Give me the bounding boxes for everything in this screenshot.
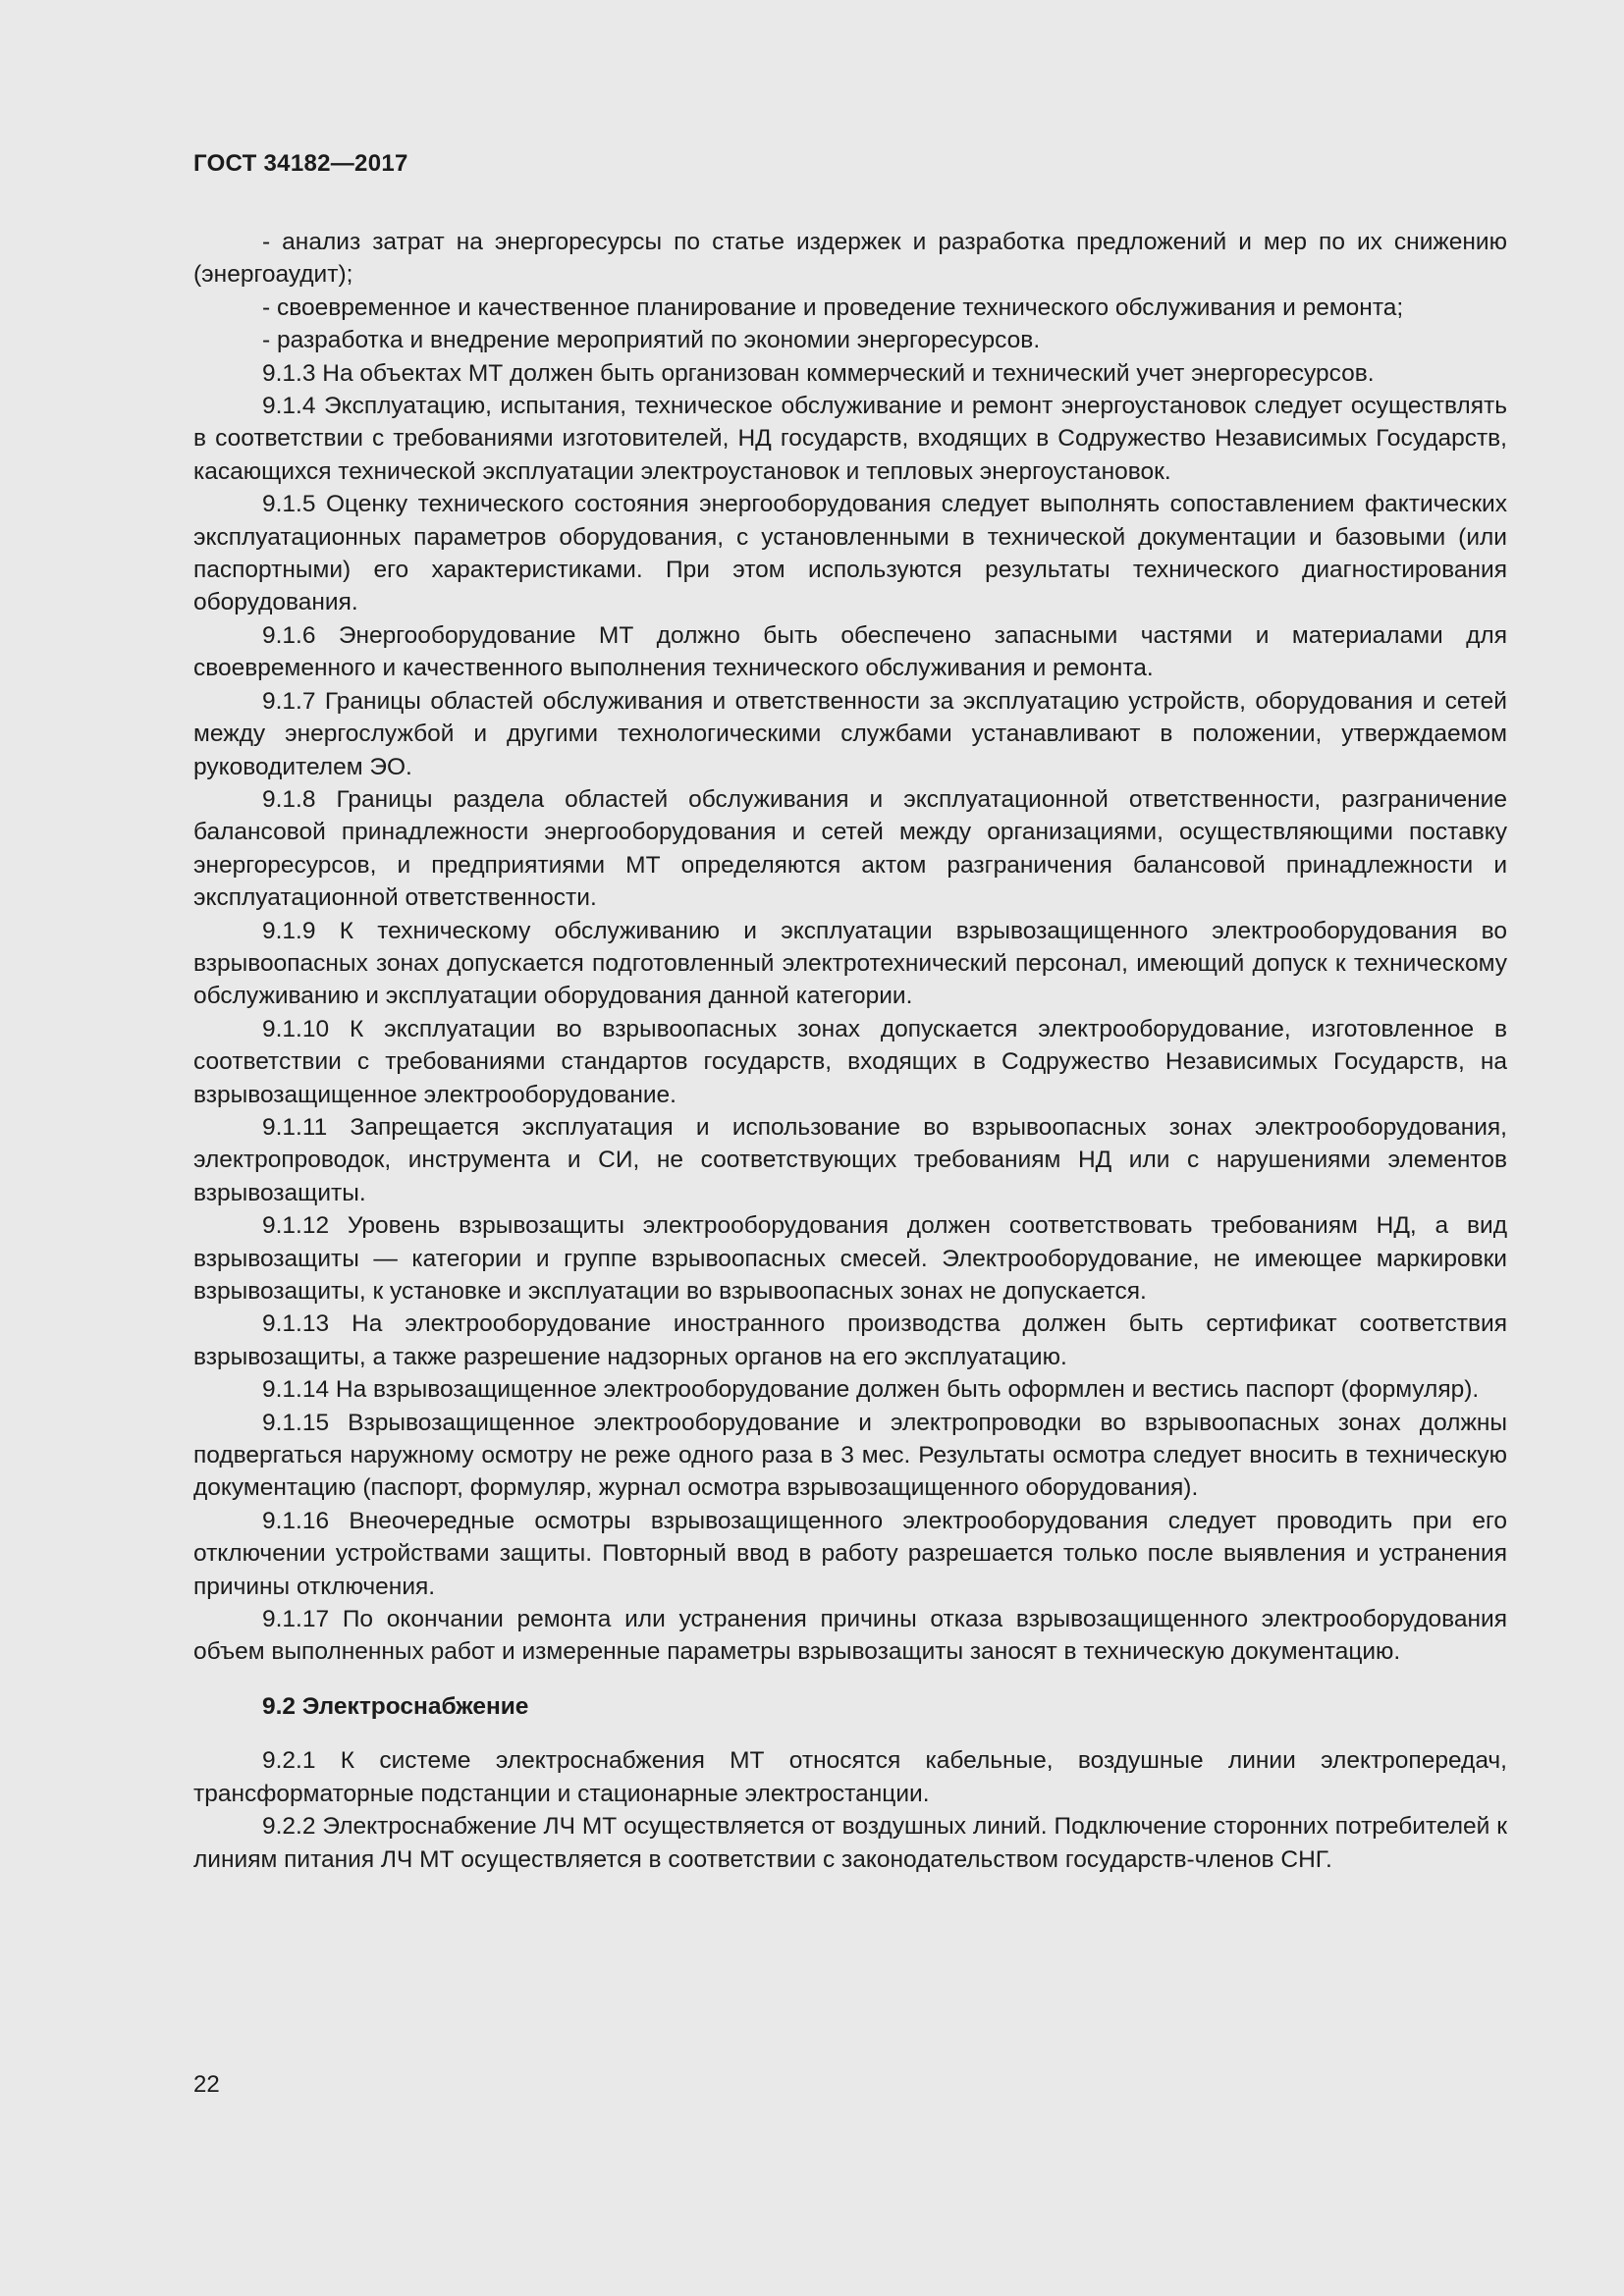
standard-code-header: ГОСТ 34182—2017 (193, 150, 408, 177)
paragraph-9-1-3: 9.1.3 На объектах МТ должен быть организован коммерческий и технический учет энергоресурсов. (262, 359, 1375, 387)
paragraph-9-1-7: 9.1.7 Границы областей обслуживания и ответственности за эксплуатацию устройств, оборудования и сетей между энергослужбой и другими технологическими службами устанавливают в положении, утверждаемом руководителем ЭО. (193, 687, 1507, 780)
paragraph-9-1-12: 9.1.12 Уровень взрывозащиты электрооборудования должен соответствовать требованиям НД, а вид взрывозащиты — категории и группе взрывоопасных смесей. Электрооборудование, не имеющее маркировки взрывозащиты, к установке и эксплуатации во взрывоопасных зонах не допускается. (193, 1212, 1507, 1305)
paragraph-9-1-13: 9.1.13 На электрооборудование иностранного производства должен быть сертификат соответствия взрывозащиты, а также разрешение надзорных органов на его эксплуатацию. (193, 1310, 1507, 1370)
paragraph-9-1-14: 9.1.14 На взрывозащищенное электрооборудование должен быть оформлен и вестись паспорт (формуляр). (262, 1376, 1480, 1404)
page-number: 22 (193, 2071, 220, 2098)
paragraph-9-1-5: 9.1.5 Оценку технического состояния энергооборудования следует выполнять сопоставлением фактических эксплуатационных параметров оборудования, с установленными в технической документации и базовыми (или паспортными) его характеристиками. При этом используются результаты технического диагностирования оборудования. (193, 491, 1507, 616)
paragraph-9-1-8: 9.1.8 Границы раздела областей обслуживания и эксплуатационной ответственности, разграничение балансовой принадлежности энергооборудования и сетей между организациями, осуществляющими поставку энергоресурсов, и предприятиями МТ определяются актом разграничения балансовой принадлежности и эксплуатационной ответственности. (193, 785, 1507, 912)
paragraph-9-1-11: 9.1.11 Запрещается эксплуатация и использование во взрывоопасных зонах электрооборудования, электропроводок, инструмента и СИ, не соответствующих требованиям НД или с нарушениями элементов взрывозащиты. (193, 1113, 1507, 1206)
section-heading-9-2: 9.2 Электроснабжение (262, 1692, 529, 1720)
paragraph-9-1-6: 9.1.6 Энергооборудование МТ должно быть обеспечено запасными частями и материалами для своевременного и качественного выполнения технического обслуживания и ремонта. (193, 621, 1507, 682)
paragraph-9-1-9: 9.1.9 К техническому обслуживанию и эксплуатации взрывозащищенного электрооборудования во взрывоопасных зонах допускается подготовленный электротехнический персонал, имеющий допуск к техническому обслуживанию и эксплуатации оборудования данной категории. (193, 917, 1507, 1010)
paragraph-9-2-1: 9.2.1 К системе электроснабжения МТ относятся кабельные, воздушные линии электропередач, трансформаторные подстанции и стационарные электростанции. (193, 1747, 1507, 1807)
document-body (193, 226, 1507, 1876)
paragraph-9-2-2: 9.2.2 Электроснабжение ЛЧ МТ осуществляется от воздушных линий. Подключение сторонних потребителей к линиям питания ЛЧ МТ осуществляется в соответствии с законодательством государств-членов СНГ. (193, 1813, 1507, 1873)
paragraph-energy-audit: - анализ затрат на энергоресурсы по статье издержек и разработка предложений и мер по их снижению (энергоаудит); (193, 229, 1507, 289)
paragraph-9-1-16: 9.1.16 Внеочередные осмотры взрывозащищенного электрооборудования следует проводить при его отключении устройствами защиты. Повторный ввод в работу разрешается только после выявления и устранения причины отключения. (193, 1507, 1507, 1600)
paragraph-9-1-10: 9.1.10 К эксплуатации во взрывоопасных зонах допускается электрооборудование, изготовленное в соответствии с требованиями стандартов государств, входящих в Содружество Независимых Государств, на взрывозащищенное электрооборудование. (193, 1015, 1507, 1108)
paragraph-9-1-17: 9.1.17 По окончании ремонта или устранения причины отказа взрывозащищенного электрооборудования объем выполненных работ и измеренные параметры взрывозащиты заносят в техническую документацию. (193, 1606, 1507, 1666)
paragraph-9-1-4: 9.1.4 Эксплуатацию, испытания, техническое обслуживание и ремонт энергоустановок следует осуществлять в соответствии с требованиями изготовителей, НД государств, входящих в Содружество Независимых Государств, касающихся технической эксплуатации электроустановок и тепловых энергоустановок. (193, 393, 1507, 485)
paragraph-energy-saving: - разработка и внедрение мероприятий по экономии энергоресурсов. (262, 327, 1041, 354)
paragraph-maintenance-planning: - своевременное и качественное планирование и проведение технического обслуживания и ремонта; (262, 294, 1404, 321)
paragraph-9-1-15: 9.1.15 Взрывозащищенное электрооборудование и электропроводки во взрывоопасных зонах должны подвергаться наружному осмотру не реже одного раза в 3 мес. Результаты осмотра следует вносить в техническую документацию (паспорт, формуляр, журнал осмотра взрывозащищенного оборудования). (193, 1409, 1507, 1502)
